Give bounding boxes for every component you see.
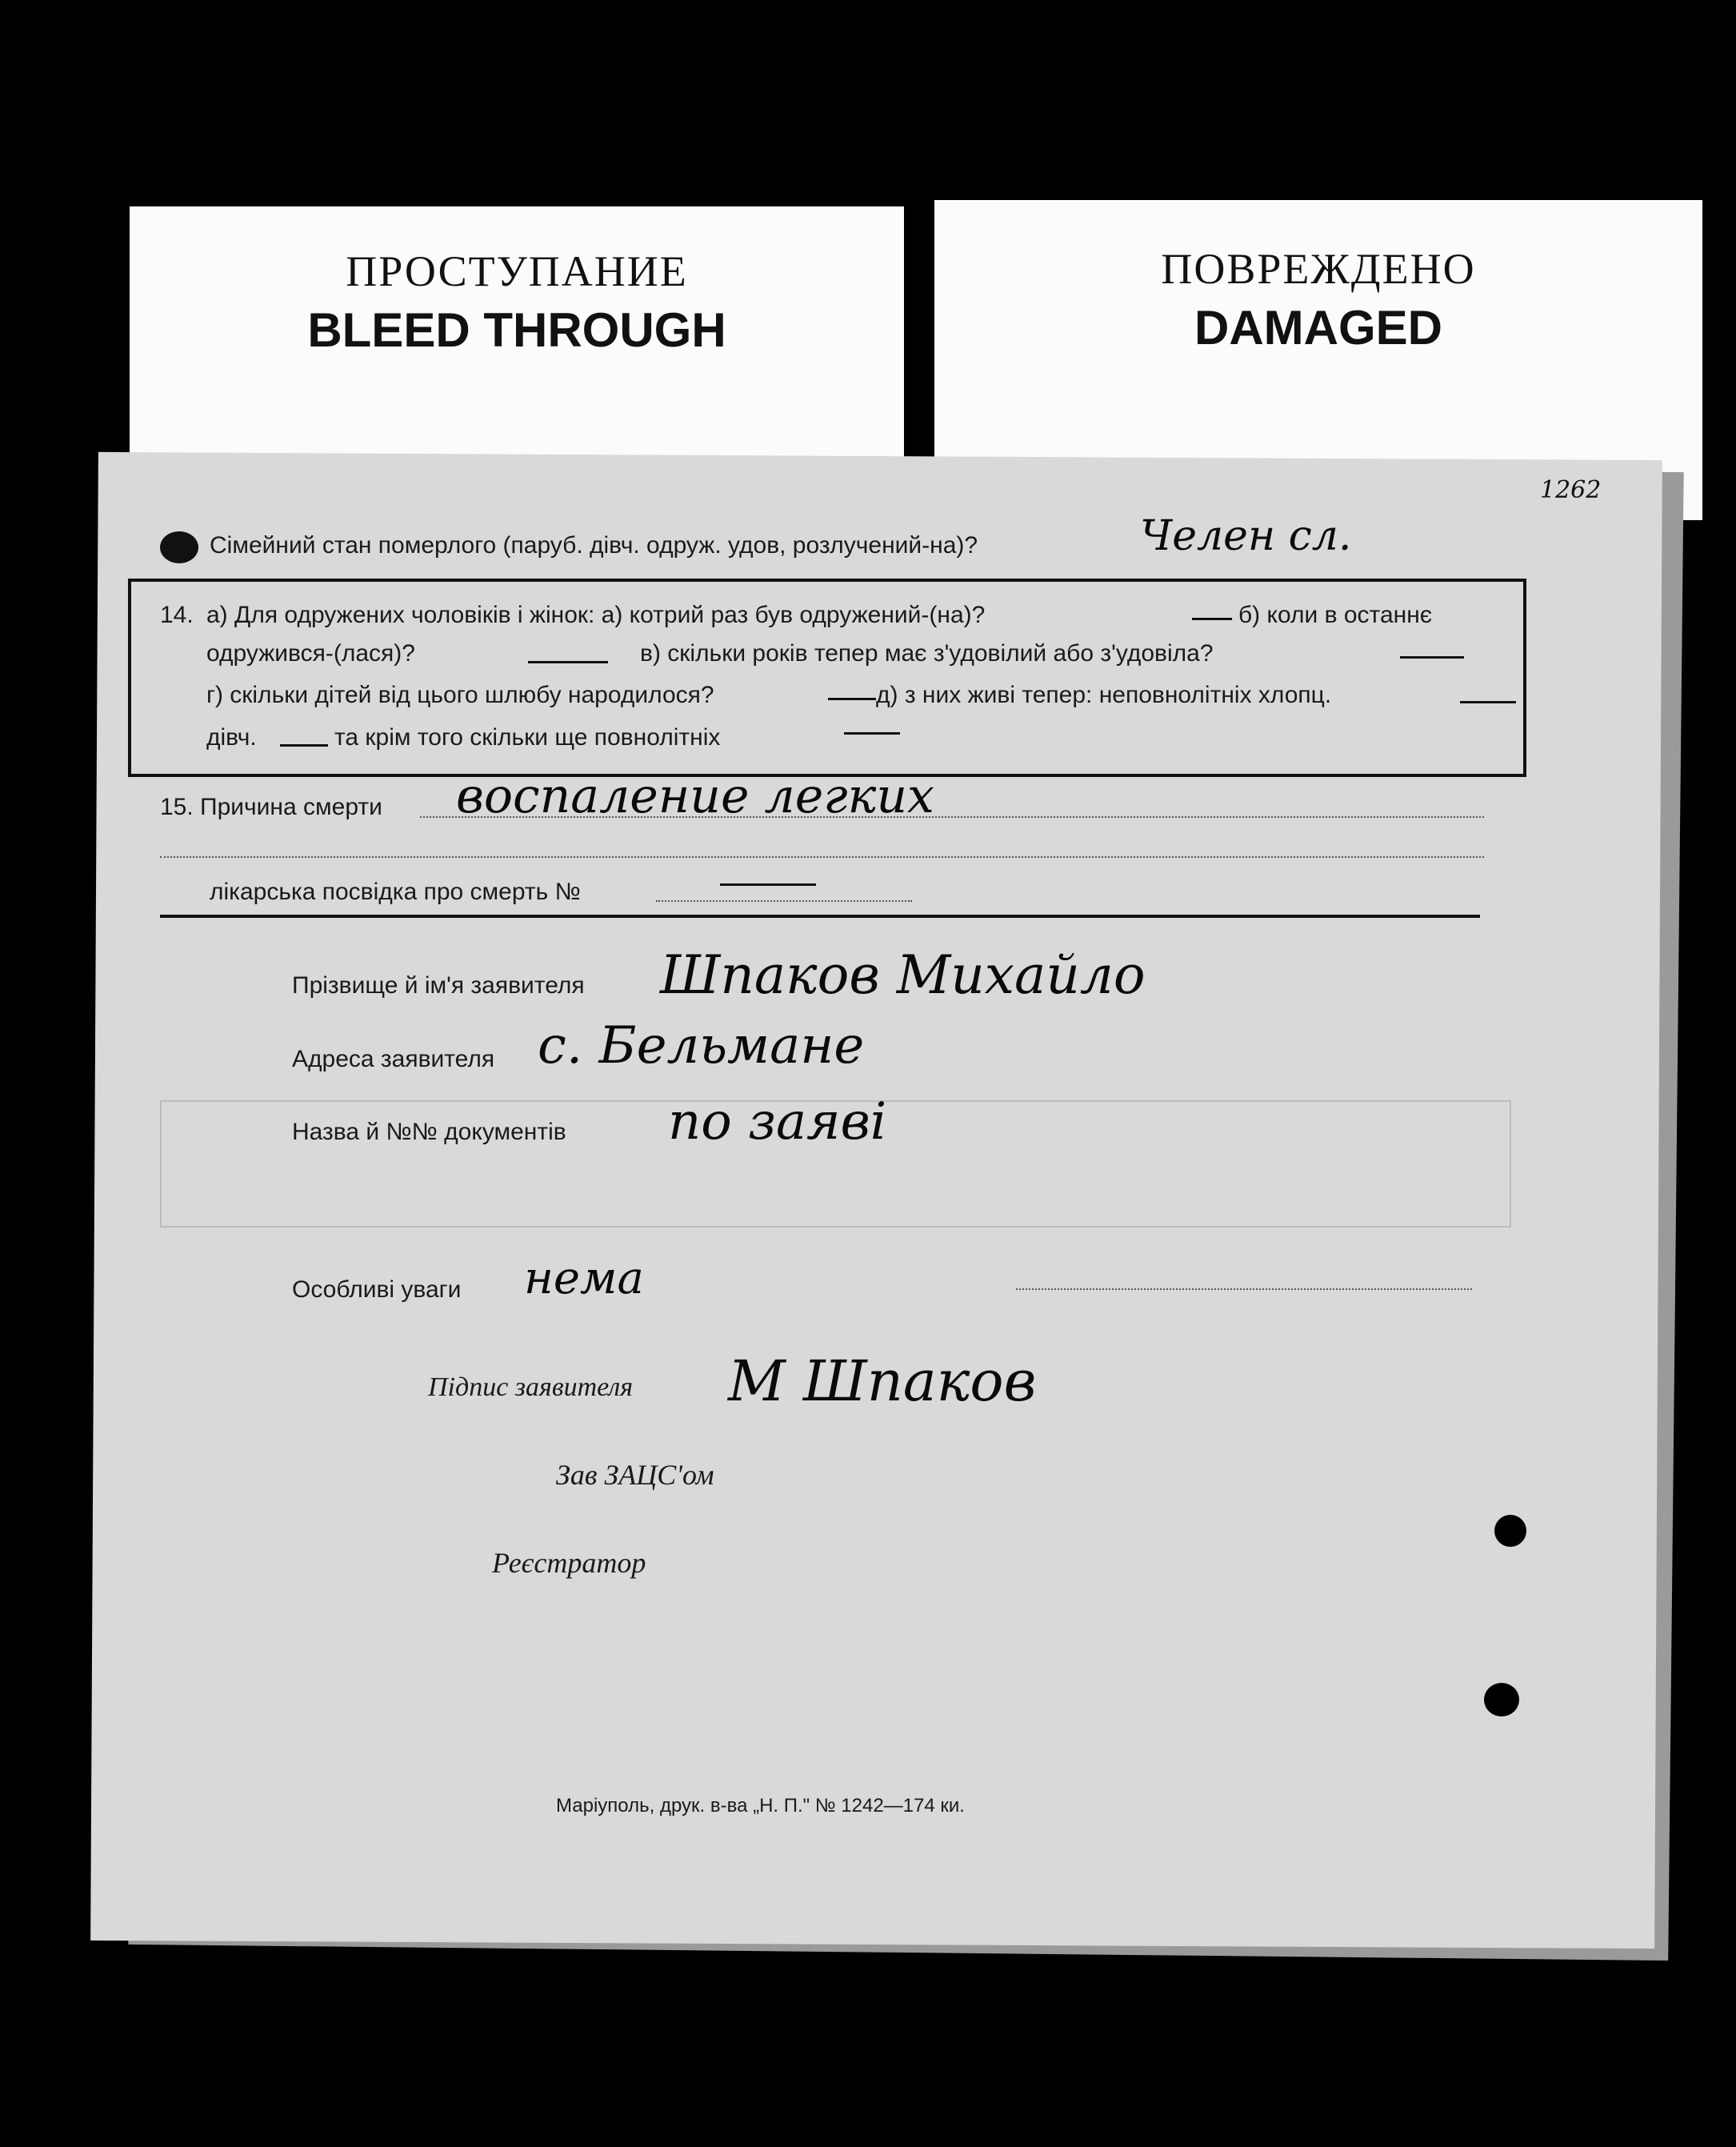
punch-hole-lower: [1484, 1683, 1519, 1716]
damaged-ru: ПОВРЕЖДЕНО: [1161, 245, 1476, 293]
remarks-dots: [1016, 1288, 1472, 1290]
applicant-address-label: Адреса заявителя: [292, 1046, 495, 1072]
dash-1a: [1192, 618, 1232, 620]
registrar-label: Реєстратор: [492, 1547, 646, 1579]
bleed-through-en: BLEED THROUGH: [307, 303, 726, 357]
section14-line4b: та крім того скільки ще повнолітніх: [334, 724, 721, 751]
remarks-label: Особливі уваги: [292, 1276, 462, 1303]
section14-line1b: б) коли в останнє: [1238, 602, 1433, 628]
dash-2b: [1400, 656, 1464, 659]
head-label: Зав ЗАЦС'ом: [556, 1459, 714, 1491]
signature-label: Підпис заявителя: [428, 1372, 634, 1402]
dash-3b: [1460, 701, 1516, 703]
section14-number-text: 14.: [160, 602, 194, 628]
field15-dots: [420, 816, 1484, 818]
field13-label: Сімейний стан померлого (паруб. дівч. одруж. удов, розлучений-на)?: [210, 532, 978, 559]
dash-2a: [528, 661, 608, 663]
field15-label: 15. Причина смерти: [160, 794, 382, 820]
punch-hole-upper: [1494, 1515, 1526, 1547]
printer-footer: Маріуполь, друк. в-ва „Н. П." № 1242—174 ки.: [556, 1795, 965, 1817]
medical-cert-dots: [656, 900, 912, 902]
applicant-name-label: Прізвище й ім'я заявителя: [292, 972, 585, 999]
applicant-name-value: Шпаков Михайло: [660, 944, 1146, 1006]
medical-cert-label: лікарська посвідка про смерть №: [210, 879, 581, 905]
dash-4a: [280, 744, 328, 747]
dash-3a: [828, 698, 876, 700]
bleed-through-ru: ПРОСТУПАНИЕ: [346, 247, 688, 295]
section14-line3b: д) з них живі тепер: неповнолітніх хлопц.: [876, 682, 1332, 708]
section14-line3: г) скільки дітей від цього шлюбу народилося?: [206, 682, 714, 708]
section14-line4: дівч.: [206, 724, 257, 751]
field15-value: воспаление легких: [456, 768, 934, 824]
remarks-value: нема: [524, 1252, 644, 1304]
page-number: 1262: [1540, 476, 1602, 504]
dash-4b: [844, 732, 900, 735]
ink-blot-icon: [160, 531, 198, 563]
documents-value: по заяві: [668, 1092, 887, 1152]
section14-line1: а) Для одружених чоловіків і жінок: а) котрий раз був одружений-(на)?: [206, 602, 986, 628]
documents-label: Назва й №№ документів: [292, 1119, 566, 1145]
signature-value: М Шпаков: [728, 1348, 1037, 1414]
section14-line2b: в) скільки років тепер має з'удовілий або з'удовіла?: [640, 640, 1214, 667]
field13-value: Челен сл.: [1140, 512, 1352, 560]
section-divider: [160, 915, 1480, 918]
field15-dots-2: [160, 856, 1484, 858]
applicant-address-value: с. Бельмане: [538, 1016, 865, 1076]
section14-line2: одружився-(лася)?: [206, 640, 415, 667]
medical-cert-dash: [720, 883, 816, 886]
damaged-en: DAMAGED: [1194, 301, 1442, 354]
